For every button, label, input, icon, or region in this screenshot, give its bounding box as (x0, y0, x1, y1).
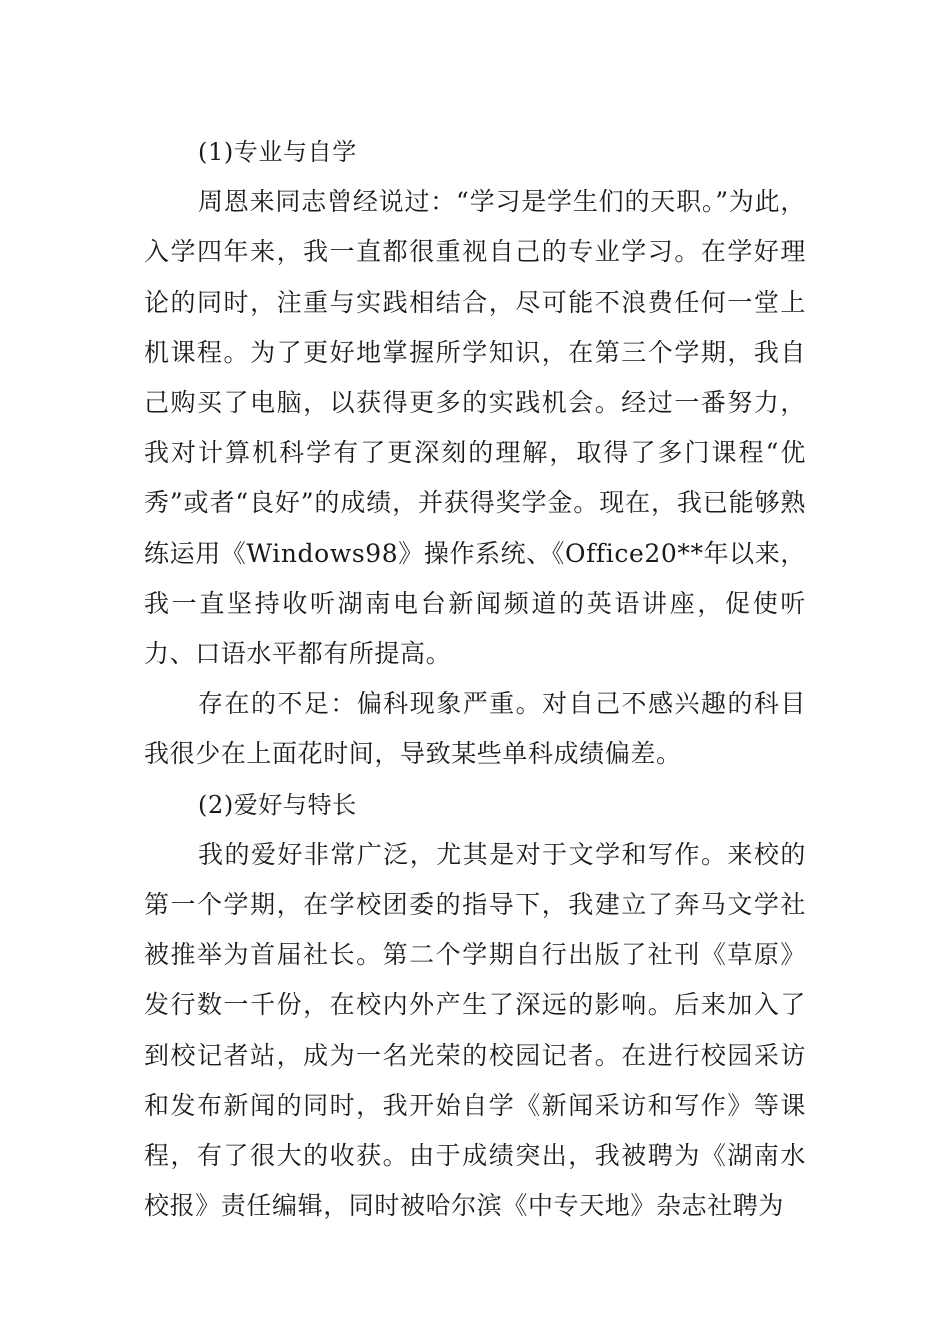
paragraph-study-shortcomings: 存在的不足：偏科现象严重。对自己不感兴趣的科目我很少在上面花时间，导致某些单科成绩偏差。 (144, 689, 806, 769)
section-heading-hobbies: (2)爱好与特长 (198, 790, 357, 819)
document-body (144, 127, 806, 1231)
paragraph-hobbies-overview: 我的爱好非常广泛，尤其是对于文学和写作。来校的第一个学期，在学校团委的指导下，我建立了奔马文学社被推举为首届社长。第二个学期自行出版了社刊《草原》发行数一千份，在校内外产生了深远的影响。后来加入了到校记者站，成为一名光荣的校园记者。在进行校园采访和发布新闻的同时，我开始自学《新闻采访和写作》等课程，有了很大的收获。由于成绩突出，我被聘为《湖南水校报》责任编辑，同时被哈尔滨《中专天地》杂志社聘为 (144, 839, 806, 1221)
paragraph-study-overview: 周恩来同志曾经说过：“学习是学生们的天职。”为此，入学四年来，我一直都很重视自己的专业学习。在学好理论的同时，注重与实践相结合，尽可能不浪费任何一堂上机课程。为了更好地掌握所学知识，在第三个学期，我自己购买了电脑，以获得更多的实践机会。经过一番努力，我对计算机科学有了更深刻的理解，取得了多门课程“优秀”或者“良好”的成绩，并获得奖学金。现在，我已能够熟练运用《Windows98》操作系统、《Office20**年以来，我一直坚持收听湖南电台新闻频道的英语讲座，促使听力、口语水平都有所提高。 (144, 187, 806, 669)
section-heading-study: (1)专业与自学 (198, 138, 357, 166)
